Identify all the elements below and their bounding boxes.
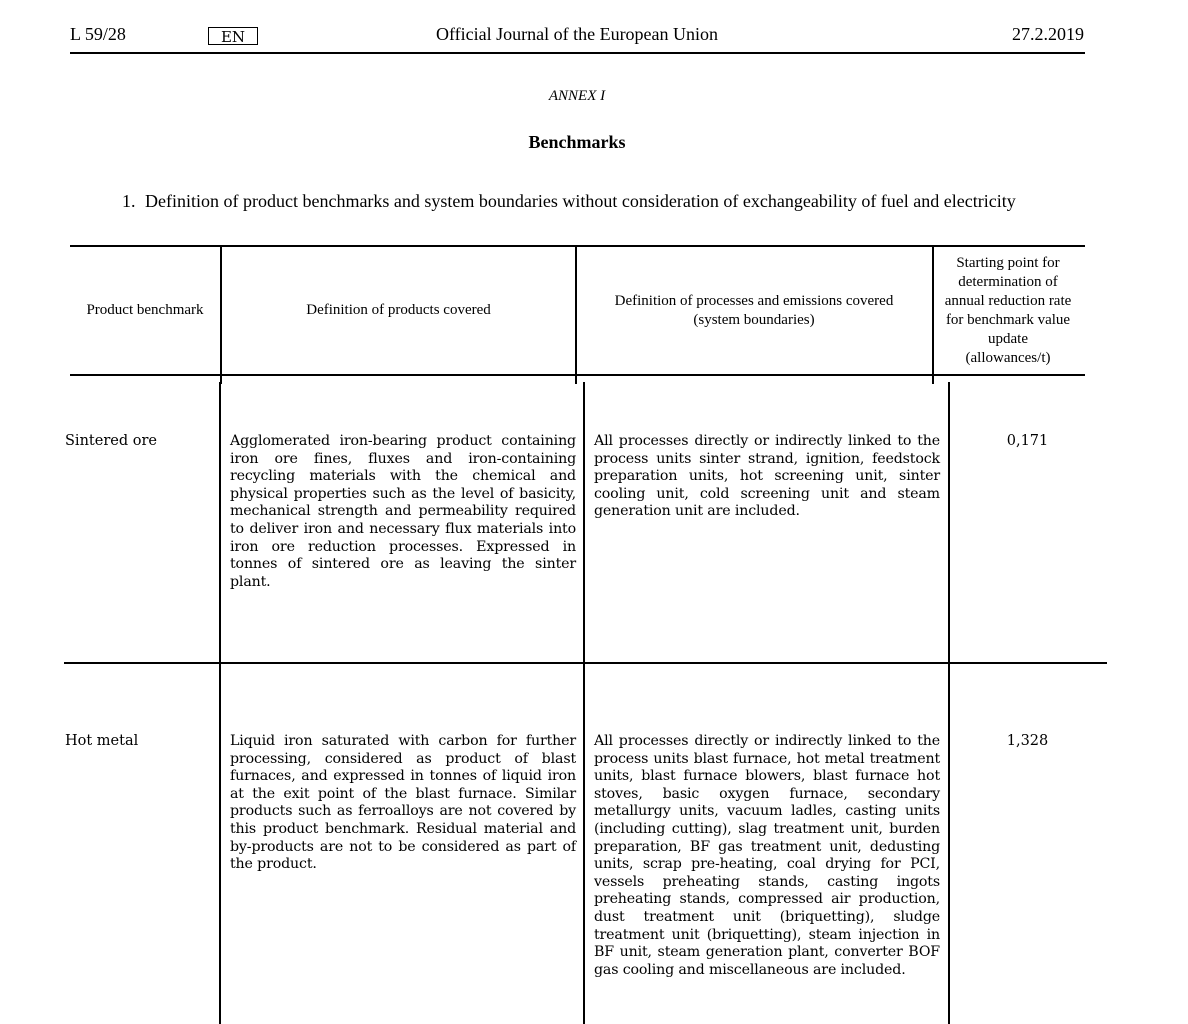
annex-label: ANNEX I <box>548 88 606 104</box>
column-header-products-covered: Definition of products covered <box>306 302 491 318</box>
products-covered-text: Liquid iron saturated with carbon for further processing, considered as product of blast furnaces, and expressed in tonnes of liquid iron at the exit point of the blast furnace. Similar products such as ferroalloys are not covered by this product benchmark. Residual material and by-products are not to be considered as part of the product. <box>230 733 576 873</box>
body-divider <box>583 382 585 1024</box>
language-badge: EN <box>208 27 258 45</box>
starting-point-value: 1,328 <box>1006 733 1049 749</box>
column-header-starting-point: Starting point for determination of annual reduction rate for benchmark value update (allowances/t) <box>944 254 1072 366</box>
row-separator <box>64 662 1107 664</box>
header-divider <box>575 246 577 384</box>
column-header-processes-covered: Definition of processes and emissions covered (system boundaries) <box>614 292 894 328</box>
body-divider <box>219 382 221 1024</box>
publication-date: 27.2.2019 <box>1012 24 1084 44</box>
page-title: Benchmarks <box>528 132 626 152</box>
column-header-product-benchmark: Product benchmark <box>86 302 204 318</box>
header-divider <box>932 246 934 384</box>
oj-number: L 59/28 <box>70 24 126 44</box>
header-rule <box>70 52 1085 54</box>
processes-covered-text: All processes directly or indirectly linked to the process units sinter strand, ignition, feedstock preparation units, hot screening unit, sinter cooling unit, cold screening unit and steam generation unit are included. <box>594 433 940 520</box>
section-heading <box>122 191 1034 212</box>
processes-covered-text: All processes directly or indirectly linked to the process units blast furnace, hot metal treatment units, blast furnace blowers, blast furnace hot stoves, basic oxygen furnace, secondary metallurgy units, vacuum ladles, casting units (including cutting), slag treatment unit, burden preparation, BF gas treatment unit, dedusting units, scrap pre-heating, coal drying for PCI, vessels preheating stands, casting ingots preheating stands, compressed air production, dust treatment unit (briquetting), sludge treatment unit (briquetting), steam injection in BF unit, steam generation plant, converter BOF gas cooling and miscellaneous are included. <box>594 733 940 978</box>
product-name: Sintered ore <box>65 433 157 449</box>
products-covered-text: Agglomerated iron-bearing product containing iron ore fines, fluxes and iron-containing recycling materials with the chemical and physical properties such as the level of basicity, mechanical strength and permeability required to deliver iron and necessary flux materials into iron ore reduction processes. Expressed in tonnes of sintered ore as leaving the sinter plant. <box>230 433 576 590</box>
section-number: 1. <box>122 191 136 211</box>
section-text: Definition of product benchmarks and system boundaries without consideration of exchangeability of fuel and electricity <box>145 191 1016 211</box>
product-name: Hot metal <box>65 733 139 749</box>
starting-point-value: 0,171 <box>1006 433 1049 449</box>
body-divider <box>948 382 950 1024</box>
journal-title: Official Journal of the European Union <box>435 24 719 44</box>
